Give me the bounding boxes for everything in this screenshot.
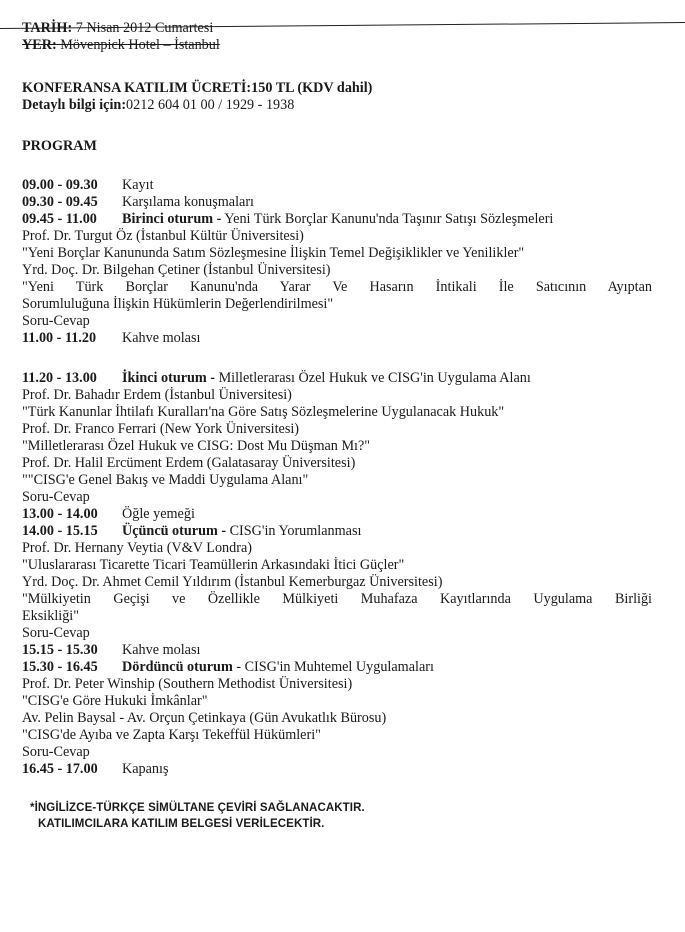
session-title: Birinci oturum - [122, 211, 222, 227]
time-slot: 09.30 - 09.45 [22, 194, 98, 210]
qa-line: Soru-Cevap [22, 625, 90, 641]
slot-text: Kapanış [122, 761, 169, 777]
time-slot: 15.15 - 15.30 [22, 642, 98, 658]
translation-note: *İNGİLİZCE-TÜRKÇE SİMÜLTANE ÇEVİRİ SAĞLANACAKTIR. [30, 802, 365, 814]
schedule-row [22, 211, 553, 228]
talk-title: "CISG'de Ayıba ve Zapta Karşı Tekeffül Hükümleri" [22, 727, 321, 743]
venue-label: YER: [22, 37, 57, 53]
schedule-row [22, 506, 195, 523]
talk-title: "Milletlerarası Özel Hukuk ve CISG: Dost Mu Düşman Mı?" [22, 438, 371, 454]
slot-text: Kahve molası [122, 642, 201, 658]
speaker-line: Av. Pelin Baysal - Av. Orçun Çetinkaya (Gün Avukatlık Bürosu) [22, 710, 387, 726]
date-value: 7 Nisan 2012 Cumartesi [75, 20, 214, 36]
schedule-row [22, 523, 361, 540]
slot-text: Karşılama konuşmaları [122, 194, 254, 210]
qa-line: Soru-Cevap [22, 744, 90, 760]
talk-title: "Uluslararası Ticarette Ticari Teamüllerin Arkasındaki İtici Güçler" [22, 557, 405, 573]
session-topic: CISG'in Yorumlanması [229, 523, 362, 539]
speaker-line: Prof. Dr. Franco Ferrari (New York Üniversitesi) [22, 421, 300, 437]
speaker-line: Yrd. Doç. Dr. Bilgehan Çetiner (İstanbul Üniversitesi) [22, 262, 331, 278]
session-title: Üçüncü oturum - [122, 523, 227, 539]
speaker-line: Prof. Dr. Turgut Öz (İstanbul Kültür Üniversitesi) [22, 228, 304, 244]
time-slot: 09.00 - 09.30 [22, 177, 98, 193]
speaker-line: Prof. Dr. Halil Ercüment Erdem (Galatasaray Üniversitesi) [22, 455, 356, 471]
talk-title: "Mülkiyetin Geçişi ve Özellikle Mülkiyeti Muhafaza Kayıtlarında Uygulama Birliği [22, 591, 652, 607]
time-slot: 11.20 - 13.00 [22, 370, 97, 386]
time-slot: 14.00 - 15.15 [22, 523, 98, 539]
program-title: PROGRAM [22, 138, 97, 154]
talk-title-cont: Sorumluluğuna İlişkin Hükümlerin Değerlendirilmesi" [22, 296, 334, 312]
schedule-row [22, 642, 200, 659]
speaker-line: Yrd. Doç. Dr. Ahmet Cemil Yıldırım (İstanbul Kemerburgaz Üniversitesi) [22, 574, 443, 590]
talk-title: ""CISG'e Genel Bakış ve Maddi Uygulama Alanı" [22, 472, 309, 488]
time-slot: 15.30 - 16.45 [22, 659, 98, 675]
session-topic: Milletlerarası Özel Hukuk ve CISG'in Uygulama Alanı [218, 370, 531, 386]
date-label: TARİH: [22, 20, 73, 36]
time-slot: 16.45 - 17.00 [22, 761, 98, 777]
fee-line: KONFERANSA KATILIM ÜCRETİ:150 TL (KDV dahil) [22, 80, 373, 96]
slot-text: Kayıt [122, 177, 154, 193]
slot-text: Kahve molası [122, 330, 201, 346]
talk-title-cont: Eksikliği" [22, 608, 80, 624]
info-phone: 0212 604 01 00 / 1929 - 1938 [126, 97, 295, 113]
talk-title: "Türk Kanunlar İhtilafı Kuralları'na Göre Satış Sözleşmelerine Uygulanacak Hukuk" [22, 404, 505, 420]
certificate-note: KATILIMCILARA KATILIM BELGESİ VERİLECEKTİR. [38, 818, 325, 830]
info-label: Detaylı bilgi için: [22, 97, 127, 113]
time-slot: 11.00 - 11.20 [22, 330, 97, 346]
schedule-row [22, 761, 169, 778]
time-slot: 13.00 - 14.00 [22, 506, 98, 522]
schedule-row [22, 194, 254, 211]
info-line [22, 97, 294, 114]
speaker-line: Prof. Dr. Peter Winship (Southern Methodist Üniversitesi) [22, 676, 353, 692]
talk-title: "CISG'e Göre Hukuki İmkânlar" [22, 693, 208, 709]
schedule-row [22, 370, 531, 387]
venue-line [22, 37, 220, 54]
speaker-line: Prof. Dr. Bahadır Erdem (İstanbul Üniversitesi) [22, 387, 292, 403]
speaker-line: Prof. Dr. Hernany Veytia (V&V Londra) [22, 540, 252, 556]
qa-line: Soru-Cevap [22, 313, 90, 329]
session-title: Dördüncü oturum [122, 659, 233, 675]
venue-value: Mövenpick Hotel – İstanbul [60, 37, 220, 53]
talk-title: "Yeni Borçlar Kanununda Satım Sözleşmesine İlişkin Temel Değişiklikler ve Yenilikler" [22, 245, 525, 261]
time-slot: 09.45 - 11.00 [22, 211, 97, 227]
session-topic: - CISG'in Muhtemel Uygulamaları [236, 659, 434, 675]
slot-text: Öğle yemeği [122, 506, 195, 522]
schedule-row [22, 177, 154, 194]
schedule-row [22, 659, 434, 676]
schedule-row [22, 330, 200, 347]
qa-line: Soru-Cevap [22, 489, 90, 505]
date-line [22, 20, 213, 37]
talk-title: "Yeni Türk Borçlar Kanunu'nda Yarar Ve Hasarın İntikali İle Satıcının Ayıptan [22, 279, 652, 295]
session-topic: Yeni Türk Borçlar Kanunu'nda Taşınır Satışı Sözleşmeleri [224, 211, 554, 227]
session-title: İkinci oturum - [122, 370, 216, 386]
